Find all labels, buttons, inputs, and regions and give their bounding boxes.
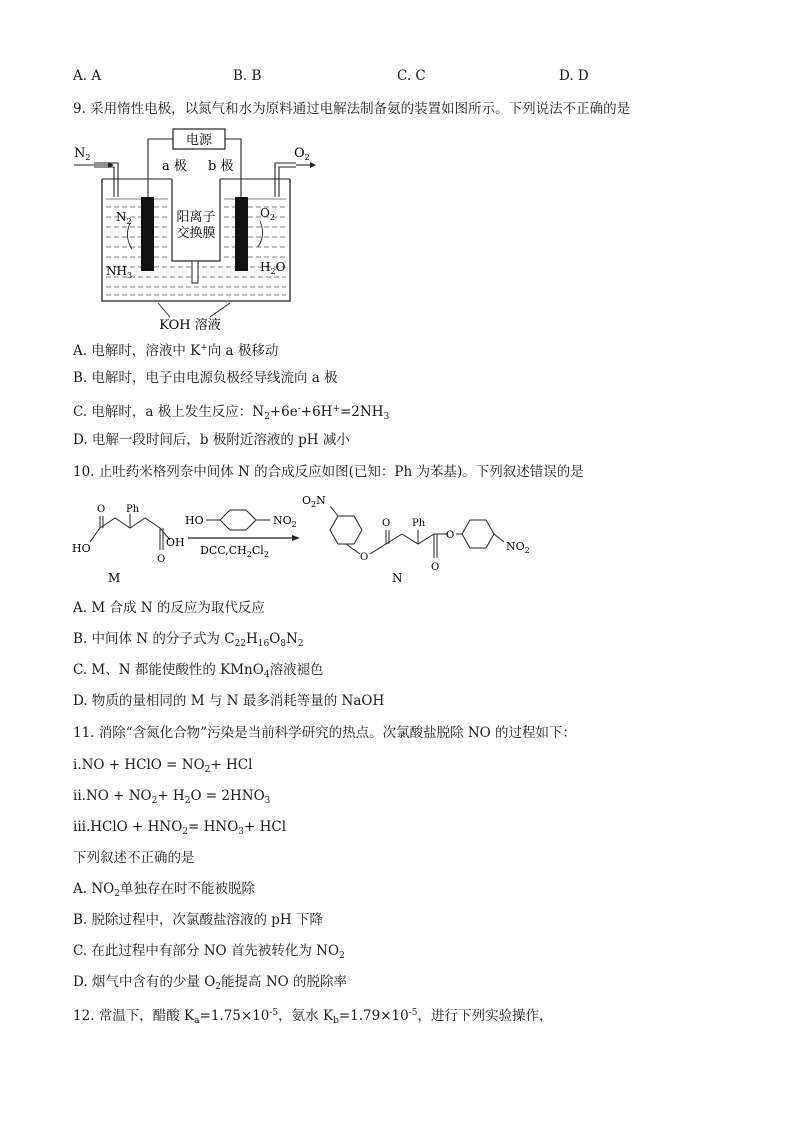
q10-option-b: B. 中间体 N 的分子式为 $C_{22}H_{16}O_8N_2$ — [73, 631, 304, 649]
svg-text:O: O — [157, 554, 166, 565]
svg-text:O: O — [446, 530, 455, 541]
koh-label: KOH 溶液 — [159, 318, 221, 330]
membrane-label-1: 阳离子 — [176, 210, 216, 225]
nh3-species: $NH_3$ — [106, 264, 133, 280]
o2-species: $O_2$ — [260, 206, 275, 222]
compound-m-label: M — [108, 571, 121, 585]
n2-species: $N_2$ — [116, 210, 132, 226]
electrode-b-label: b 极 — [208, 159, 234, 174]
electrolysis-diagram — [70, 125, 330, 330]
membrane — [192, 261, 198, 283]
q11-option-a: A. $NO_2$单独存在时不能被脱除 — [73, 881, 255, 899]
electrode-b — [235, 197, 248, 271]
svg-text:HO: HO — [185, 514, 204, 527]
n2-label: $N_2$ — [74, 146, 91, 162]
q8-option-b: B. B — [233, 68, 262, 84]
q11-equation-1: i.NO + HClO = $NO_2+$ HCl — [73, 757, 253, 775]
compound-n-label: N — [392, 571, 403, 585]
svg-text:O: O — [97, 504, 106, 515]
svg-text:OH: OH — [166, 536, 185, 549]
q11-equation-2: $ii.NO + NO_2+ H_2O = 2HNO_3$ — [73, 788, 271, 806]
q8-option-d: D. D — [559, 68, 589, 84]
q10-stem: 10. 止吐药米格列奈中间体 N 的合成反应如图(已知：Ph 为苯基)。下列叙述错误的是 — [73, 464, 584, 480]
q11-prompt: 下列叙述不正确的是 — [73, 850, 195, 866]
q9-option-d: D. 电解一段时间后，b 极附近溶液的 pH 减小 — [73, 432, 350, 448]
svg-text:NO2: $NO_2$ — [273, 514, 297, 529]
q9-stem: 9. 采用惰性电极，以氮气和水为原料通过电解法制备氨的装置如图所示。下列说法不正确的是 — [73, 101, 631, 117]
q10-option-d: D. 物质的量相同的 M 与 N 最多消耗等量的 NaOH — [73, 693, 385, 709]
h2o-species: $H_2O$ — [260, 260, 286, 276]
svg-text:Ph: Ph — [126, 504, 140, 515]
o2-outlet-label: $O_2$ — [294, 146, 310, 162]
q9-option-a: A. 电解时，溶液中 K+向 a 极移动 — [73, 343, 279, 359]
svg-text:NO2: $NO_2$ — [506, 540, 530, 555]
membrane-label-2: 交换膜 — [176, 226, 216, 241]
q11-option-b: B. 脱除过程中，次氯酸盐溶液的 pH 下降 — [73, 912, 324, 928]
q9-option-c: C. 电解时，a 极上发生反应：$N_2+6e^-+6H^+=2NH_3$ — [73, 404, 390, 422]
q10-option-c: C. M、N 都能使酸性的 KMnO$_4$溶液褪色 — [73, 662, 324, 680]
q11-equation-3: iii.HClO + $HNO_2= HNO_3+$ HCl — [73, 819, 287, 837]
q11-stem: 11. 消除“含氮化合物”污染是当前科学研究的热点。次氯酸盐脱除 NO 的过程如下： — [73, 725, 577, 741]
q12-stem: 12. 常温下，醋酸 $K_a=1.75\times 10^{-5}$，氨水 $K_b=1.79\times 10^{-5}$，进行下列实验操作， — [73, 1008, 553, 1026]
q11-option-d: D. 烟气中含有的少量 $O_2$能提高 NO 的脱除率 — [73, 974, 347, 992]
svg-text:DCC,CH2Cl2: $DCC,CH_2Cl_2$ — [200, 544, 269, 559]
electrode-a-label: a 极 — [162, 159, 187, 174]
q9-option-b: B. 电解时，电子由电源负极经导线流向 a 极 — [73, 370, 338, 386]
svg-text:O: O — [431, 562, 440, 573]
svg-text:O: O — [382, 518, 391, 529]
q10-option-a: A. M 合成 N 的反应为取代反应 — [73, 600, 265, 616]
svg-text:O2N: $O_2N$ — [302, 494, 326, 509]
svg-text:Ph: Ph — [412, 518, 426, 529]
q11-option-c: C. 在此过程中有部分 NO 首先被转化为 $NO_2$ — [73, 943, 345, 961]
svg-text:O: O — [360, 552, 369, 563]
q8-option-a: A. A — [73, 68, 102, 84]
svg-text:HO: HO — [72, 542, 91, 555]
electrode-a — [141, 197, 154, 271]
power-label: 电源 — [185, 133, 213, 148]
q8-option-c: C. C — [397, 68, 426, 84]
reaction-scheme — [70, 490, 570, 590]
